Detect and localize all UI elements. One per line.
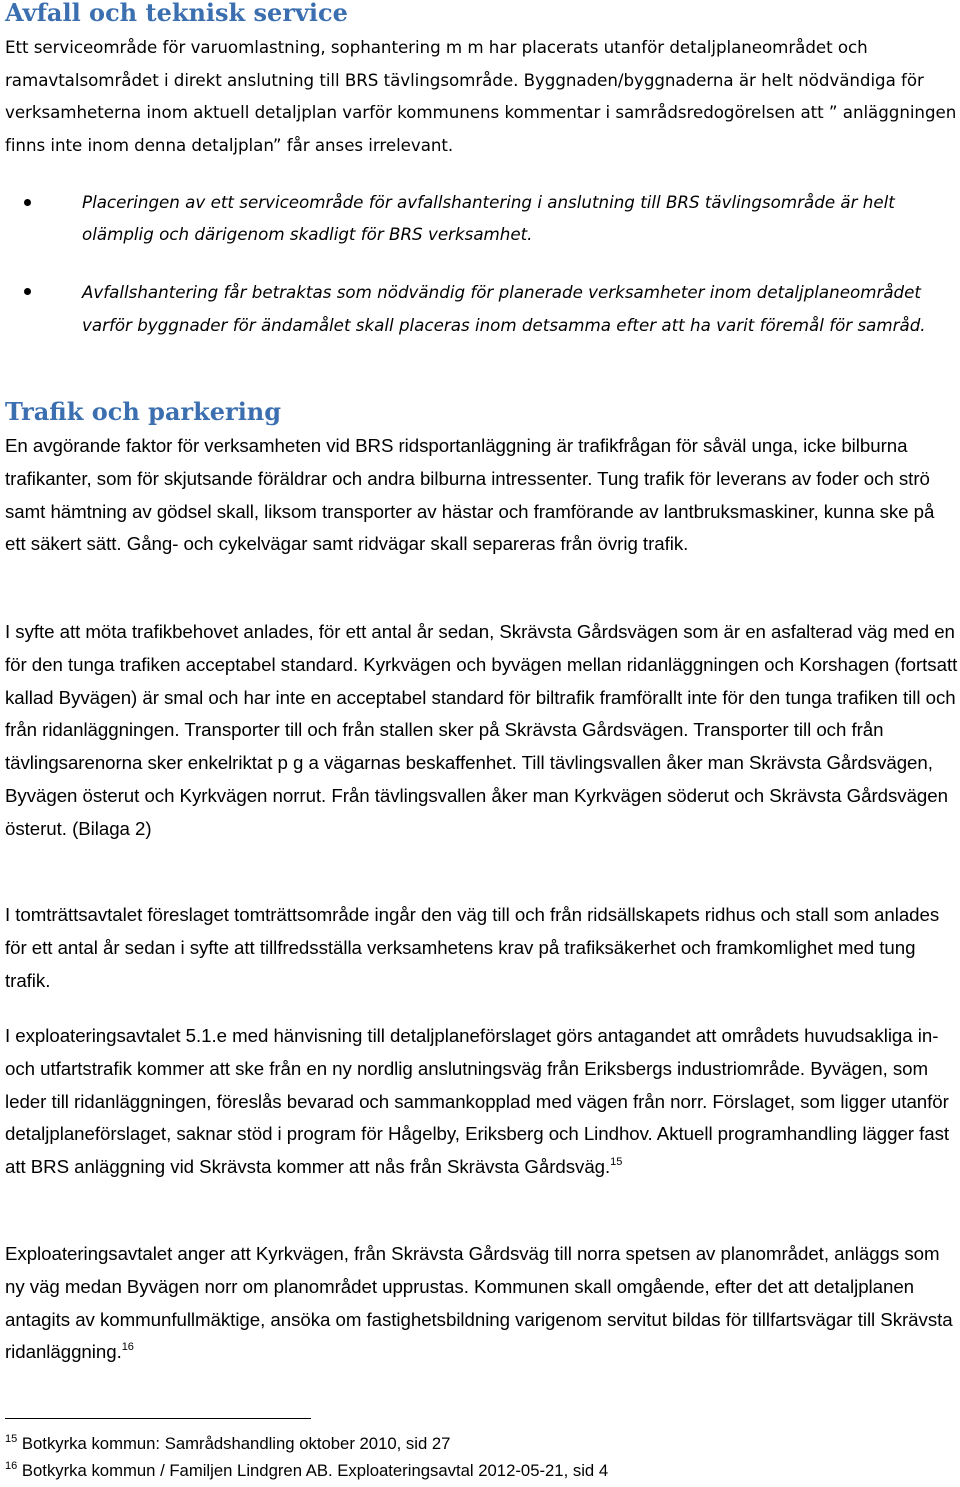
paragraph-traffic-5-text: Exploateringsavtalet anger att Kyrkvägen, från Skrävsta Gårdsväg till norra spetsen av planområdet, anläggs som ny väg medan Byvägen norr om planområdet upprustas. Kommunen skall omgående, efter det att detaljplanen antagits av kommunfullmäktige, ansöka om fastighetsbildning varigenom servitut bildas för tillfartsvägar till Skrävsta ridanläggning. [5, 1243, 953, 1363]
paragraph-traffic-2: I syfte att möta trafikbehovet anlades, för ett antal år sedan, Skrävsta Gårdsvägen som är en asfalterad väg med en för den tunga trafiken acceptabel standard. Kyrkvägen och byvägen mellan ridanläggningen och Korshagen (fortsatt kallad Byvägen) är smal och har inte en acceptabel standard för biltrafik framförallt inte för den tunga trafiken till och från ridanläggningen. Transporter till och från stallen sker på Skrävsta Gårdsvägen. Transporter till och från tävlingsarenorna sker enkelriktat p g a vägarnas beskaffenhet. Till tävlingsvallen åker man Skrävsta Gårdsvägen, Byvägen österut och Kyrkvägen norrut. Från tävlingsvallen åker man Kyrkvägen söderut och Skrävsta Gårdsvägen österut. (Bilaga 2) [5, 621, 958, 839]
paragraph-traffic-4-text: I exploateringsavtalet 5.1.e med hänvisning till detaljplaneförslaget görs antagandet att områdets huvudsakliga in- och utfartstrafik kommer att ske från en ny nordlig anslutningsväg från Eriksbergs industriområde. Byvägen, som leder till ridanläggningen, föreslås bevarad och sammankopplad med vägen från norr. Förslaget, som ligger utanför detaljplaneförslaget, saknar stöd i program för Hågelby, Eriksberg och Lindhov. Aktuell programhandling lägger fast att BRS anläggning vid Skrävsta kommer att nås från Skrävsta Gårdsväg. [5, 1025, 950, 1178]
heading-waste: Avfall och teknisk service [5, 0, 348, 27]
paragraph-traffic-3: I tomträttsavtalet föreslaget tomträttsområde ingår den väg till och från ridsällskapets ridhus och stall som anlades för ett antal år sedan i syfte att tillfredsställa verksamhetens krav på trafiksäkerhet och framkomlighet med tung trafik. [5, 904, 940, 991]
footnote-ref: 16 [121, 1341, 134, 1354]
bullet-icon [24, 288, 31, 295]
paragraph-traffic-5 [5, 1238, 960, 1369]
heading-traffic: Trafik och parkering [5, 397, 282, 426]
bullet-text: Placeringen av ett serviceområde för avfallshantering i anslutning till BRS tävlingsområde är helt olämplig och därigenom skadligt för BRS verksamhet. [82, 192, 895, 244]
footnote-number: 16 [5, 1460, 18, 1472]
footnote-number: 15 [5, 1433, 18, 1445]
footnote-separator [5, 1418, 311, 1419]
footnote-16 [5, 1461, 608, 1481]
paragraph-waste-intro: Ett serviceområde för varuomlastning, sophantering m m har placerats utanför detaljplaneområdet och ramavtalsområdet i direkt anslutning till BRS tävlingsområde. Byggnaden/byggnaderna är helt nödvändiga för verksamheterna inom aktuell detaljplan varför kommunens kommentar i samrådsredogörelsen att ” anläggningen finns inte inom denna detaljplan” får anses irrelevant. [5, 37, 957, 155]
paragraph-traffic-4 [5, 1020, 960, 1184]
paragraph-traffic-1: En avgörande faktor för verksamheten vid BRS ridsportanläggning är trafikfrågan för såväl unga, icke bilburna trafikanter, som för skjutsande föräldrar och andra bilburna intressenter. Tung trafik för leverans av foder och strö samt hämtning av gödsel skall, liksom transporter av hästar och framförande av lantbruksmaskiner, kunna ske på ett säkert sätt. Gång- och cykelvägar samt ridvägar skall separeras från övrig trafik. [5, 435, 935, 555]
footnote-ref: 15 [610, 1156, 623, 1169]
bullet-icon [24, 199, 31, 206]
footnote-text: Botkyrka kommun / Familjen Lindgren AB. Exploateringsavtal 2012-05-21, sid 4 [21, 1461, 609, 1480]
footnote-text: Botkyrka kommun: Samrådshandling oktober 2010, sid 27 [21, 1434, 451, 1453]
bullet-text: Avfallshantering får betraktas som nödvändig för planerade verksamheter inom detaljplaneområdet varför byggnader för ändamålet skall placeras inom detsamma efter att ha varit föremål för samråd. [82, 282, 926, 335]
footnote-15 [5, 1434, 450, 1454]
